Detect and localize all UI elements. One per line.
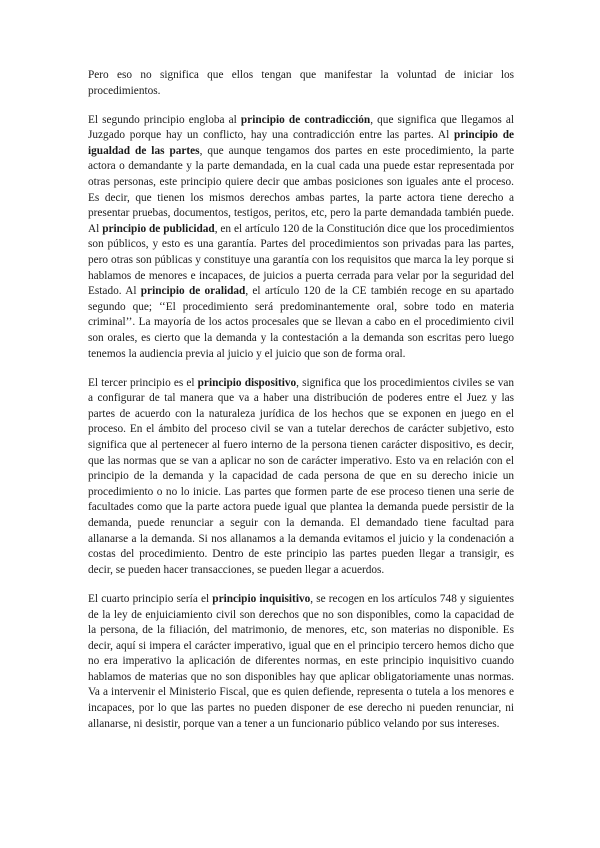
bold-term-oralidad: principio de oralidad [140,285,246,298]
bold-term-dispositivo: principio dispositivo [197,376,297,389]
bold-term-publicidad: principio de publicidad [102,222,215,235]
text-segment: , se recogen en los artículos 748 y siguientes de la ley de enjuiciamiento civil son derechos que no son disponibles, como la capacidad de la persona, de la filiación, del matrimonio, de menores, etc, son materias no disponible. Es decir, aquí si impera el carácter imperativo, igual que en el principio tercero hemos dicho que no era imperativo la aplicación de diferentes normas, en este principio inquisitivo cuando hablamos de materias que no son disponibles hay que aplicar obligatoriamente unas normas. Va a intervenir el Ministerio Fiscal, que es quien defiende, representa o tutela a los menores e incapaces, por lo que las partes no pueden disponer de ese derecho ni pueden renunciar, ni allanarse, ni desistir, porque van a tener a un funcionario público velando por sus intereses. [88,592,514,730]
text-segment: , significa que los procedimientos civiles se van a configurar de tal manera que va a haber una distribución de poderes entre el Juez y las partes de acuerdo con la naturaleza jurídica de los hechos que se exponen en juego en el proceso. En el ámbito del proceso civil se van a tutelar derechos de carácter subjetivo, esto significa que al pertenecer al fuero interno de la persona tienen carácter dispositivo, es decir, que las normas que se van a aplicar no son de carácter imperativo. Esto va en relación con el principio de la demanda y la capacidad de cada persona de que en su derecho inicie un procedimiento o no lo inicie. Las partes que formen parte de ese proceso tienen una serie de facultades como que la parte actora puede igual que plantea la demanda puede persistir de la demanda, puede renunciar a seguir con la demanda. El demandado tiene facultad para allanarse a la demanda. Si nos allanamos a la demanda evitamos el juicio y la condenación a costas del procedimiento. Dentro de este principio las partes pueden llegar a transigir, es decir, se pueden hacer transacciones, se pueden llegar a acuerdos. [88,376,515,576]
text-segment: El cuarto principio sería el [88,592,213,605]
bold-term-igualdad: principio de igualdad de las partes [88,129,514,157]
text-segment: El segundo principio engloba al [88,113,241,126]
paragraph-3 [88,376,514,579]
paragraph-2 [88,113,514,363]
paragraph-1 [88,68,514,99]
text-segment: , que aunque tengamos dos partes en este procedimiento, la parte actora o demandante y la parte demandada, en la cual cada una puede estar representada por otras personas, este principio quiere decir que ambas posiciones son iguales ante el proceso. Es decir, que tienen los mismos derechos ambas partes, la parte actora tiene derecho a presentar pruebas, documentos, testigos, peritos, etc, pero la parte demandada también puede. Al [88,144,514,235]
bold-term-inquisitivo: principio inquisitivo [212,592,311,605]
bold-term-contradiccion: principio de contradicción [240,113,371,126]
text-segment: Pero eso no significa que ellos tengan que manifestar la voluntad de iniciar los procedimientos. [88,69,514,97]
text-segment: , que significa que llegamos al Juzgado porque hay un conflicto, hay una contradicción entre las partes. Al [88,113,514,142]
paragraph-4 [88,592,514,732]
text-segment: El tercer principio es el [88,376,198,389]
text-segment: , en el artículo 120 de la Constitución dice que los procedimientos son públicos, y esto es una garantía. Partes del procedimientos son privadas para las partes, pero otras son públicas y constituye una garantía con los requisitos que marca la ley porque si hablamos de menores e incapaces, de juicios a puerta cerrada para velar por la seguridad del Estado. Al [88,222,514,298]
text-segment: , el artículo 120 de la CE también recoge en su apartado segundo que; ‘‘El procedimiento será predominantemente oral, sobre todo en materia criminal’’. La mayoría de los actos procesales que se llevan a cabo en el procedimiento civil son orales, es cierto que la demanda y la contestación a la demanda son escritas pero luego tenemos la audiencia previa al juicio y el juicio que son de forma oral. [88,285,514,360]
